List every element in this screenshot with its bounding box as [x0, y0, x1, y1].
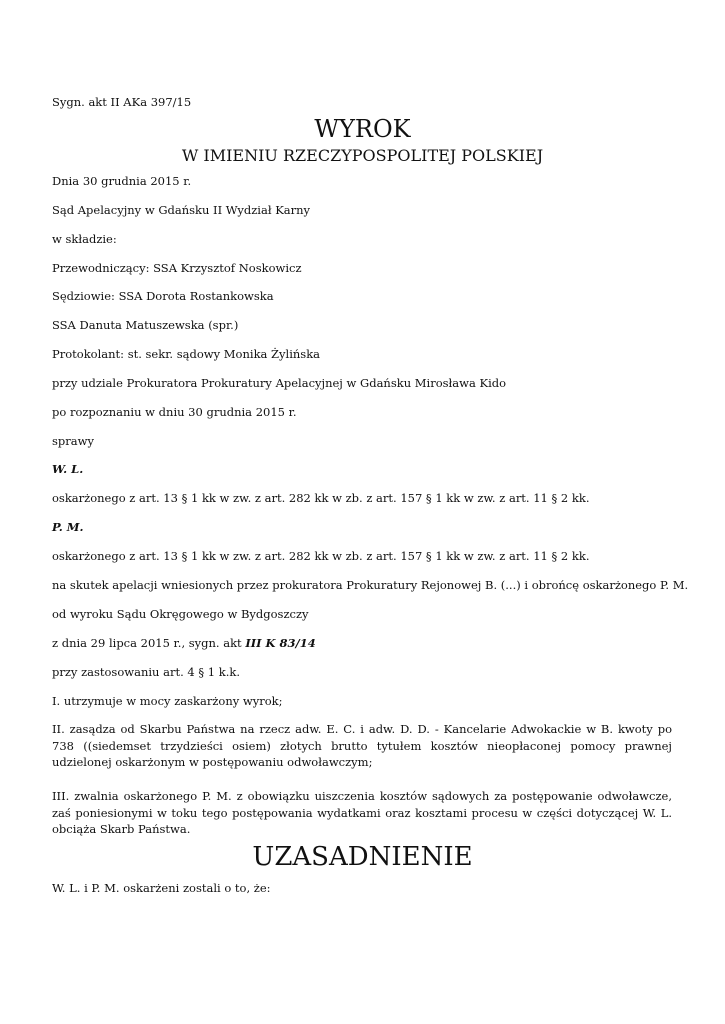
justification-title: UZASADNIENIE: [252, 842, 473, 872]
point-1: I. utrzymuje w mocy zaskarżony wyrok;: [52, 694, 283, 708]
defendant-2-charge: oskarżonego z art. 13 § 1 kk w zw. z art. 282 kk w zb. z art. 157 § 1 kk w zw. z art. 11 § 2 kk.: [52, 549, 590, 563]
clerk-line: Protokolant: st. sekr. sądowy Monika Żylińska: [52, 347, 321, 361]
hearing-line: po rozpoznaniu w dniu 30 grudnia 2015 r.: [52, 405, 297, 419]
judges-line: Sędziowie: SSA Dorota Rostankowska: [52, 289, 274, 303]
from-judgment-line: od wyroku Sądu Okręgowego w Bydgoszczy: [52, 607, 309, 621]
judgment-date-prefix: z dnia 29 lipca 2015 r., sygn. akt: [52, 636, 246, 650]
judgment-date-line: [52, 636, 316, 650]
judge2-line: SSA Danuta Matuszewska (spr.): [52, 318, 239, 332]
court-line: Sąd Apelacyjny w Gdańsku II Wydział Karny: [52, 203, 311, 217]
prosecutor-line: przy udziale Prokuratora Prokuratury Apelacyjnej w Gdańsku Mirosława Kido: [52, 376, 507, 390]
defendant-1-name: W. L.: [52, 462, 84, 476]
point-3: III. zwalnia oskarżonego P. M. z obowiązku uiszczenia kosztów sądowych za postępowanie odwoławcze, zaś poniesionymi w toku tego postępowania wydatkami oraz kosztami procesu w części dotyczącej W. L. obciąża Skarb Państwa.: [52, 789, 672, 836]
date-line: Dnia 30 grudnia 2015 r.: [52, 174, 192, 188]
judgment-title: WYROK: [314, 115, 411, 143]
case-signature: Sygn. akt II AKa 397/15: [52, 95, 192, 109]
judgment-subtitle: W IMIENIU RZECZYPOSPOLITEJ POLSKIEJ: [181, 146, 544, 165]
applying-line: przy zastosowaniu art. 4 § 1 k.k.: [52, 665, 240, 679]
case-label: sprawy: [52, 434, 94, 448]
defendant-1-charge: oskarżonego z art. 13 § 1 kk w zw. z art. 282 kk w zb. z art. 157 § 1 kk w zw. z art. 11 § 2 kk.: [52, 491, 590, 505]
judgment-reference: III K 83/14: [245, 636, 316, 650]
justification-start: W. L. i P. M. oskarżeni zostali o to, że:: [52, 881, 271, 895]
appeals-line: na skutek apelacji wniesionych przez prokuratora Prokuratury Rejonowej B. (...) i obrońcę oskarżonego P. M.: [52, 578, 689, 592]
chair-line: Przewodniczący: SSA Krzysztof Noskowicz: [52, 261, 302, 275]
defendant-2-name: P. M.: [52, 520, 84, 534]
composition-label: w składzie:: [52, 232, 117, 246]
point-2: II. zasądza od Skarbu Państwa na rzecz adw. E. C. i adw. D. D. - Kancelarie Adwokackie w B. kwoty po 738 ((siedemset trzydzieści osiem) złotych brutto tytułem kosztów nieopłaconej pomocy prawnej udzielonej oskarżonym w postępowaniu odwoławczym;: [52, 722, 672, 769]
